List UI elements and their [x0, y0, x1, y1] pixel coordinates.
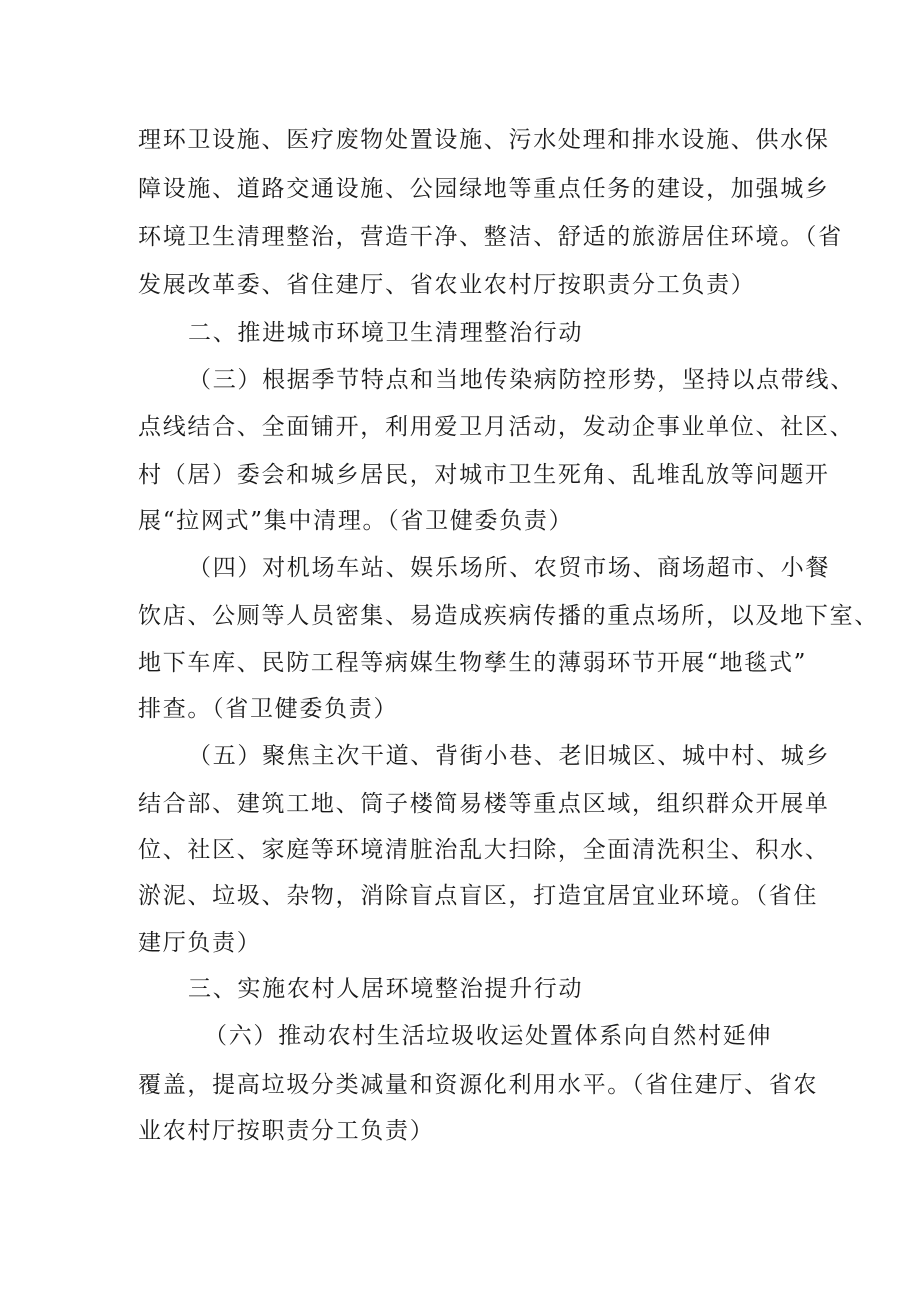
text-line: 位、社区、家庭等环境清脏治乱大扫除，全面清洗积尘、积水、 [138, 837, 830, 863]
text-line: 理环卫设施、医疗废物处置设施、污水处理和排水设施、供水保 [138, 127, 830, 153]
text-line: 建厅负责） [138, 930, 262, 956]
text-line: 淤泥、垃圾、杂物，消除盲点盲区，打造宜居宜业环境。（省住 [138, 883, 819, 909]
text-line: 障设施、道路交通设施、公园绿地等重点任务的建设，加强城乡 [138, 176, 830, 202]
text-line: 结合部、建筑工地、筒子楼简易楼等重点区域，组织群众开展单 [138, 791, 830, 817]
section-heading: 三、实施农村人居环境整治提升行动 [188, 976, 584, 1002]
text-line: 村（居）委会和城乡居民，对城市卫生死角、乱堆乱放等问题开 [138, 462, 830, 488]
text-line: 发展改革委、省住建厅、省农业农村厅按职责分工负责） [138, 272, 756, 298]
text-line: 点线结合、全面铺开，利用爱卫月活动，发动企事业单位、社区、 [138, 414, 855, 440]
text-line: 地下车库、民防工程等病媒生物孳生的薄弱环节开展“地毯式” [138, 650, 808, 676]
text-line: 排查。（省卫健委负责） [138, 696, 399, 722]
text-line: 展“拉网式”集中清理。（省卫健委负责） [138, 508, 574, 534]
paragraph-first-line: （三）根据季节特点和当地传染病防控形势，坚持以点带线、 [188, 367, 855, 393]
paragraph-first-line: （五）聚焦主次干道、背街小巷、老旧城区、城中村、城乡 [188, 743, 831, 769]
section-heading: 二、推进城市环境卫生清理整治行动 [188, 320, 584, 346]
text-line: 环境卫生清理整治，营造干净、整洁、舒适的旅游居住环境。（省 [138, 224, 843, 250]
paragraph-first-line: （六）推动农村生活垃圾收运处置体系向自然村延伸 [204, 1023, 773, 1049]
text-line: 饮店、公厕等人员密集、易造成疾病传播的重点场所，以及地下室、 [138, 603, 879, 629]
paragraph-first-line: （四）对机场车站、娱乐场所、农贸市场、商场超市、小餐 [188, 555, 831, 581]
text-line: 业农村厅按职责分工负责） [138, 1118, 435, 1144]
text-line: 覆盖，提高垃圾分类减量和资源化利用水平。（省住建厅、省农 [138, 1072, 819, 1098]
